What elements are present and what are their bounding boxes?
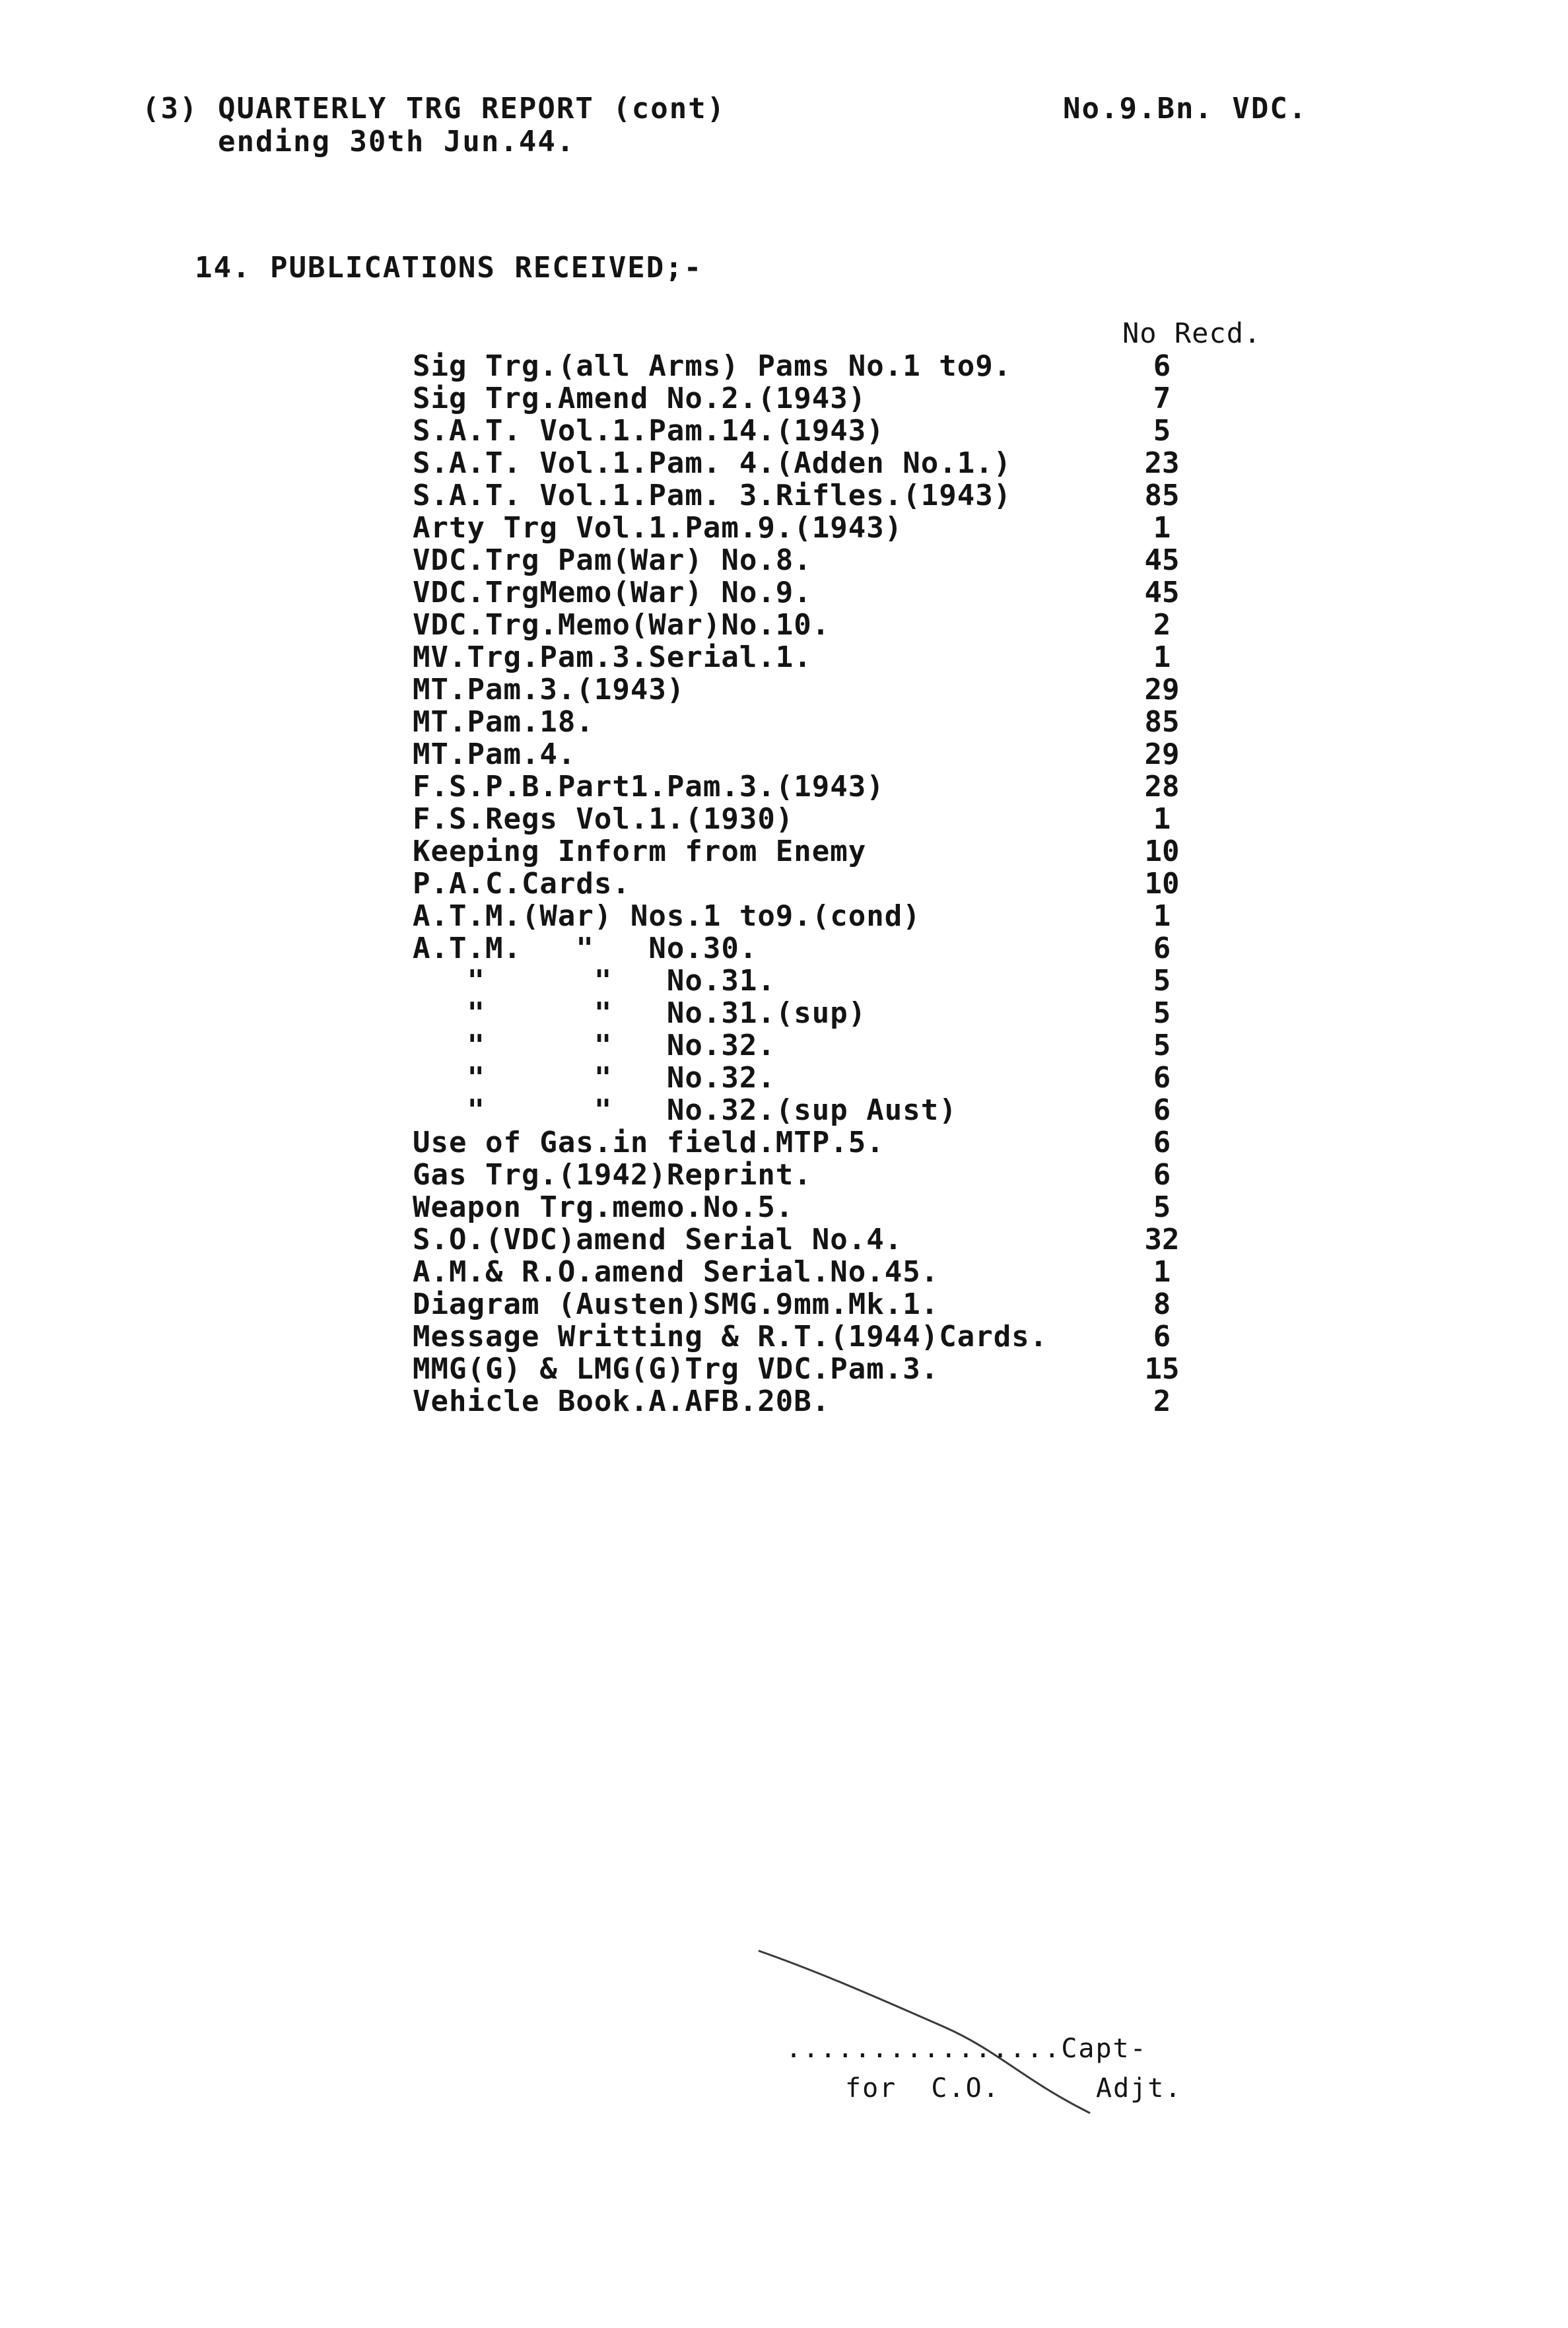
publication-row: [413, 835, 1337, 868]
publication-row: [413, 770, 1337, 803]
publication-count: 6: [1153, 349, 1171, 383]
publication-title: A.T.M.(War) Nos.1 to9.(cond): [413, 899, 921, 933]
publication-row: [413, 1385, 1337, 1418]
publication-title: VDC.Trg.Memo(War)No.10.: [413, 608, 831, 642]
publication-title: Use of Gas.in field.MTP.5.: [413, 1126, 885, 1159]
publication-count: 6: [1153, 932, 1171, 965]
publication-count: 1: [1153, 899, 1171, 933]
publication-title: VDC.TrgMemo(War) No.9.: [413, 576, 812, 609]
publication-title: S.A.T. Vol.1.Pam.14.(1943): [413, 414, 885, 448]
publication-title: MMG(G) & LMG(G)Trg VDC.Pam.3.: [413, 1352, 939, 1386]
publication-count: 6: [1153, 1158, 1171, 1192]
signature-line: ................Capt-: [786, 2034, 1147, 2064]
publication-count: 1: [1153, 1255, 1171, 1289]
publication-title: MT.Pam.18.: [413, 705, 594, 739]
publication-title: Message Writting & R.T.(1944)Cards.: [413, 1320, 1048, 1353]
publication-title: Vehicle Book.A.AFB.20B.: [413, 1385, 831, 1418]
publication-row: [413, 1126, 1337, 1159]
publication-row: [413, 1191, 1337, 1223]
publication-row: [413, 900, 1337, 932]
publication-count: 10: [1144, 835, 1180, 868]
publication-row: [413, 803, 1337, 835]
publication-title: Gas Trg.(1942)Reprint.: [413, 1158, 812, 1192]
publication-title: F.S.P.B.Part1.Pam.3.(1943): [413, 770, 885, 804]
publication-title: Arty Trg Vol.1.Pam.9.(1943): [413, 511, 903, 545]
publication-row: [413, 1029, 1337, 1062]
publication-count: 28: [1144, 770, 1180, 804]
publication-title: S.A.T. Vol.1.Pam. 4.(Adden No.1.): [413, 446, 1012, 480]
publication-count: 2: [1153, 1385, 1171, 1418]
publication-count: 1: [1153, 640, 1171, 674]
publication-count: 23: [1144, 446, 1180, 480]
publication-title: Keeping Inform from Enemy: [413, 835, 867, 868]
publication-row: [413, 1094, 1337, 1126]
publication-row: [413, 609, 1337, 641]
publication-count: 85: [1144, 479, 1180, 512]
publication-count: 6: [1153, 1320, 1171, 1353]
publication-count: 5: [1153, 414, 1171, 448]
publication-row: [413, 1288, 1337, 1320]
publication-row: [413, 415, 1337, 447]
publication-row: [413, 868, 1337, 900]
signature-for-label: for C.O.: [845, 2073, 1000, 2104]
publication-title: S.A.T. Vol.1.Pam. 3.Rifles.(1943): [413, 479, 1012, 512]
signature-role: Adjt.: [1096, 2073, 1182, 2104]
header-title-line2: ending 30th Jun.44.: [218, 125, 576, 158]
publication-title: " " No.32.: [413, 1029, 776, 1062]
publication-count: 29: [1144, 673, 1180, 706]
publication-title: VDC.Trg Pam(War) No.8.: [413, 543, 812, 577]
publication-title: Weapon Trg.memo.No.5.: [413, 1190, 794, 1224]
publication-count: 6: [1153, 1093, 1171, 1127]
publication-row: [413, 479, 1337, 512]
publications-list: [413, 350, 1337, 1418]
publication-row: [413, 997, 1337, 1029]
publication-count: 2: [1153, 608, 1171, 642]
publication-row: [413, 706, 1337, 738]
publication-row: [413, 932, 1337, 965]
publication-title: " " No.32.(sup Aust): [413, 1093, 957, 1127]
publication-row: [413, 1353, 1337, 1385]
header-unit: No.9.Bn. VDC.: [1063, 92, 1308, 125]
publication-title: MV.Trg.Pam.3.Serial.1.: [413, 640, 812, 674]
publication-count: 5: [1153, 964, 1171, 998]
publication-row: [413, 1256, 1337, 1288]
publication-title: MT.Pam.4.: [413, 737, 576, 771]
publication-row: [413, 641, 1337, 673]
publication-count: 5: [1153, 1029, 1171, 1062]
count-column-header: No Recd.: [1122, 317, 1262, 349]
publication-title: A.T.M. " No.30.: [413, 932, 758, 965]
publication-row: [413, 576, 1337, 609]
publication-row: [413, 447, 1337, 479]
publication-count: 6: [1153, 1061, 1171, 1095]
publication-row: [413, 673, 1337, 706]
publication-row: [413, 512, 1337, 544]
publication-count: 45: [1144, 576, 1180, 609]
publication-count: 8: [1153, 1287, 1171, 1321]
publication-title: Sig Trg.(all Arms) Pams No.1 to9.: [413, 349, 1012, 383]
header-ref: (3): [142, 92, 199, 125]
publication-count: 85: [1144, 705, 1180, 739]
publication-row: [413, 1062, 1337, 1094]
publication-count: 10: [1144, 867, 1180, 901]
publication-row: [413, 382, 1337, 415]
publication-count: 32: [1144, 1223, 1180, 1256]
publication-title: F.S.Regs Vol.1.(1930): [413, 802, 794, 836]
publication-count: 45: [1144, 543, 1180, 577]
publication-row: [413, 738, 1337, 770]
publication-count: 1: [1153, 802, 1171, 836]
publication-count: 15: [1144, 1352, 1180, 1386]
publication-row: [413, 965, 1337, 997]
publication-title: Sig Trg.Amend No.2.(1943): [413, 382, 867, 415]
publication-title: S.O.(VDC)amend Serial No.4.: [413, 1223, 903, 1256]
header-title-line1: QUARTERLY TRG REPORT (cont): [218, 92, 726, 125]
publication-row: [413, 1159, 1337, 1191]
publication-row: [413, 1320, 1337, 1353]
publication-title: MT.Pam.3.(1943): [413, 673, 685, 706]
publication-title: Diagram (Austen)SMG.9mm.Mk.1.: [413, 1287, 939, 1321]
publication-row: [413, 1223, 1337, 1256]
publication-count: 6: [1153, 1126, 1171, 1159]
publication-title: " " No.31.: [413, 964, 776, 998]
publication-title: " " No.32.: [413, 1061, 776, 1095]
publication-title: P.A.C.Cards.: [413, 867, 631, 901]
publication-count: 5: [1153, 996, 1171, 1030]
publication-title: A.M.& R.O.amend Serial.No.45.: [413, 1255, 939, 1289]
publication-count: 1: [1153, 511, 1171, 545]
publication-row: [413, 544, 1337, 576]
publication-title: " " No.31.(sup): [413, 996, 867, 1030]
section-title: 14. PUBLICATIONS RECEIVED;-: [195, 251, 703, 285]
publication-count: 29: [1144, 737, 1180, 771]
publication-count: 5: [1153, 1190, 1171, 1224]
publication-row: [413, 350, 1337, 382]
publication-count: 7: [1153, 382, 1171, 415]
